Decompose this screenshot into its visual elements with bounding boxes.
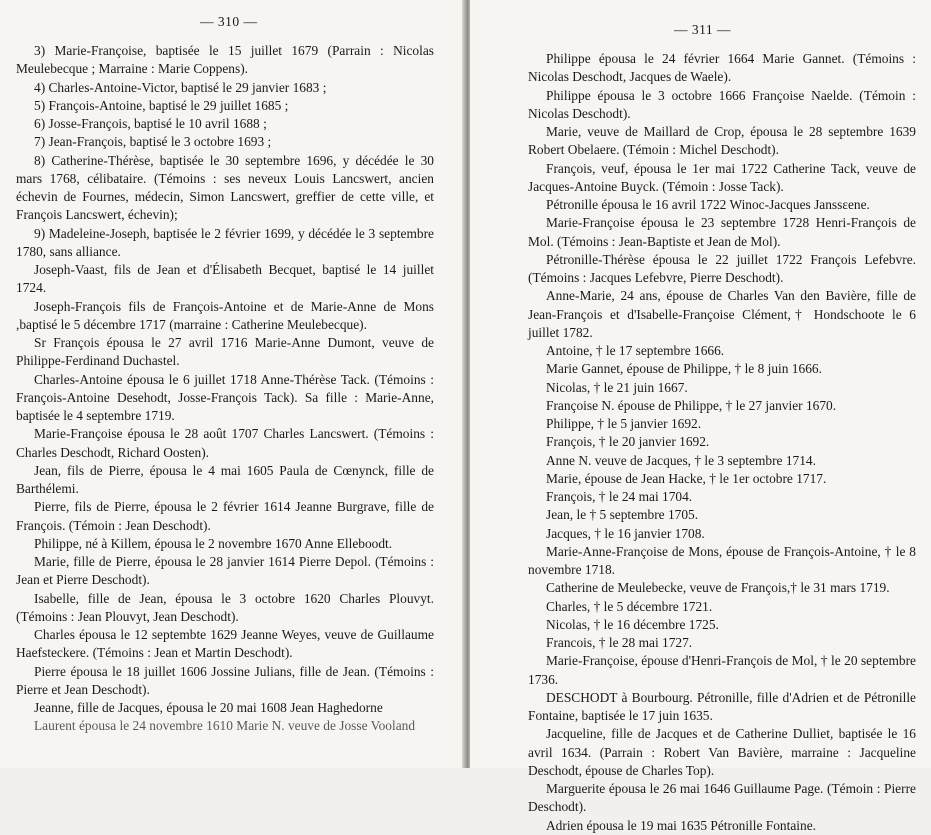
- entry: 3) Marie-Françoise, baptisée le 15 juillet 1679 (Parrain : Nicolas Meulebecque ; Marraine : Marie Coppens).: [16, 43, 434, 77]
- entry: Joseph-Vaast, fils de Jean et d'Élisabeth Becquet, baptisé le 14 juillet 1724.: [16, 262, 434, 296]
- entry: Catherine de Meulebecke, veuve de François,† le 31 mars 1719.: [546, 580, 890, 596]
- entry: Nicolas, † le 16 décembre 1725.: [546, 616, 719, 632]
- entry: Joseph-François fils de François-Antoine et de Marie-Anne de Mons ,baptisé le 5 décembre 1717 (marraine : Catherine Meulebecque).: [16, 298, 434, 332]
- entry: Marie-Françoise épousa le 23 septembre 1728 Henri-François de Mol. (Témoins : Jean-Baptiste et Jean de Mol).: [528, 215, 916, 249]
- entry: Sr François épousa le 27 avril 1716 Marie-Anne Dumont, veuve de Philippe-Ferdinand Duchastel.: [16, 335, 434, 369]
- entry: 8) Catherine-Thérèse, baptisée le 30 septembre 1696, y décédée le 30 mars 1768, célibataire. (Témoins : ses neveux Louis Lancswert, ancien échevin de Fournes, médecin, Simon Lancswert, greffier de cette ville, et François Lancswert, échevin);: [16, 152, 434, 223]
- entry: Philippe épousa le 3 octobre 1666 Françoise Naelde. (Témoin : Nicolas Deschodt).: [528, 87, 916, 121]
- right-page: [470, 0, 931, 833]
- entry: Jean, le † 5 septembre 1705.: [546, 507, 699, 523]
- entry: Jean, fils de Pierre, épousa le 4 mai 1605 Paula de Cœnynck, fille de Barthélemi.: [16, 462, 434, 496]
- entry: Francois, † le 28 mai 1727.: [546, 635, 693, 650]
- entry: Françoise N. épouse de Philippe, † le 27 janvier 1670.: [546, 397, 837, 413]
- entry: Marguerite épousa le 26 mai 1646 Guillaume Page. (Témoin : Pierre Deschodt).: [528, 781, 916, 815]
- entry: Charles-Antoine épousa le 6 juillet 1718 Anne-Thérèse Tack. (Témoins : François-Antoine Desehodt, Josse-François Tack). Sa fille : Marie-Anne, baptisée le 4 septembre 1719.: [16, 371, 434, 423]
- entry: Pétronille-Thérèse épousa le 22 juillet 1722 François Lefebvre. (Témoins : Jacques Lefebvre, Pierre Deschodt).: [528, 251, 916, 285]
- entry: Charles, † le 5 décembre 1721.: [546, 598, 713, 614]
- entry: Laurent épousa le 24 novembre 1610 Marie N. veuve de Josse Vooland: [34, 718, 416, 734]
- entry: François, † le 24 mai 1704.: [546, 489, 693, 504]
- entry: 5) François-Antoine, baptisé le 29 juillet 1685 ;: [34, 97, 289, 113]
- entry: Jacques, † le 16 janvier 1708.: [546, 525, 705, 541]
- entry: Isabelle, fille de Jean, épousa le 3 octobre 1620 Charles Plouvyt. (Témoins : Jean Plouvyt, Jean Deschodt).: [16, 590, 434, 624]
- entry: François, † le 20 janvier 1692.: [546, 434, 710, 450]
- entry: Jacqueline, fille de Jacques et de Catherine Dulliet, baptisée le 16 avril 1634. (Parrain : Robert Van Bavière, marraine : Jacqueline Deschodt, épouse de Charles Top).: [528, 726, 916, 778]
- entry: Adrien épousa le 19 mai 1635 Pétronille Fontaine.: [546, 817, 816, 833]
- entry: Pierre épousa le 18 juillet 1606 Jossine Julians, fille de Jean. (Témoins : Pierre et Jean Deschodt).: [16, 663, 434, 697]
- entry: Marie Gannet, épouse de Philippe, † le 8 juin 1666.: [546, 361, 822, 377]
- entry: Nicolas, † le 21 juin 1667.: [546, 379, 688, 395]
- left-page: [0, 0, 464, 768]
- entry: 9) Madeleine-Joseph, baptisée le 2 février 1699, y décédée le 3 septembre 1780, sans alliance.: [16, 225, 434, 259]
- entry: François, veuf, épousa le 1er mai 1722 Catherine Tack, veuve de Jacques-Antoine Buyck. (Témoin : Josse Tack).: [528, 160, 916, 194]
- page-number-310: — 310 —: [200, 14, 258, 29]
- entry: Marie-Françoise épousa le 28 août 1707 Charles Lancswert. (Témoins : Charles Deschodt, Richard Oosten).: [16, 426, 434, 460]
- entry: Pierre, fils de Pierre, épousa le 2 février 1614 Jeanne Burgrave, fille de François. (Témoin : Jean Deschodt).: [16, 499, 434, 533]
- entry: 6) Josse-François, baptisé le 10 avril 1688 ;: [34, 116, 267, 131]
- entry: Marie, épouse de Jean Hacke, † le 1er octobre 1717.: [546, 470, 827, 486]
- entry: Antoine, † le 17 septembre 1666.: [546, 343, 725, 358]
- entry: Marie-Françoise, épouse d'Henri-François de Mol, † le 20 septembre 1736.: [528, 653, 916, 687]
- entry: Charles épousa le 12 septembte 1629 Jeanne Weyes, veuve de Guillaume Haefsteckere. (Témoins : Jean et Martin Deschodt).: [16, 627, 434, 661]
- entry: Jeanne, fille de Jacques, épousa le 20 mai 1608 Jean Haghedorne: [34, 700, 383, 715]
- entry: Marie, fille de Pierre, épousa le 28 janvier 1614 Pierre Depol. (Témoins : Jean et Pierre Deschodt).: [16, 554, 434, 588]
- entry: Pétronille épousa le 16 avril 1722 Winoc-Jacques Janssεene.: [546, 197, 870, 212]
- page-number-311: — 311 —: [674, 22, 731, 37]
- entry: Philippe épousa le 24 février 1664 Marie Gannet. (Témoins : Nicolas Deschodt, Jacques de Waele).: [528, 51, 916, 85]
- entry: DESCHODT à Bourbourg. Pétronille, fille d'Adrien et de Pétronille Fontaine, baptisée le 17 juin 1635.: [528, 689, 916, 723]
- entry: Marie-Anne-Françoise de Mons, épouse de François-Antoine, † le 8 novembre 1718.: [528, 543, 916, 577]
- right-page-text: [528, 50, 916, 835]
- entry: Philippe, † le 5 janvier 1692.: [546, 416, 702, 431]
- entry: Anne N. veuve de Jacques, † le 3 septembre 1714.: [546, 452, 816, 468]
- entry: 4) Charles-Antoine-Victor, baptisé le 29 janvier 1683 ;: [34, 79, 327, 95]
- left-page-text: [16, 42, 434, 736]
- entry: Anne-Marie, 24 ans, épouse de Charles Van den Bavière, fille de Jean-François et d'Isabelle-Françoise Clément,† Hondschoote le 6 juillet 1782.: [528, 288, 916, 340]
- entry: 7) Jean-François, baptisé le 3 octobre 1693 ;: [34, 134, 272, 150]
- entry: Philippe, né à Killem, épousa le 2 novembre 1670 Anne Elleboodt.: [34, 535, 393, 551]
- entry: Marie, veuve de Maillard de Crop, épousa le 28 septembre 1639 Robert Obelaere. (Témoin : Michel Deschodt).: [528, 124, 916, 158]
